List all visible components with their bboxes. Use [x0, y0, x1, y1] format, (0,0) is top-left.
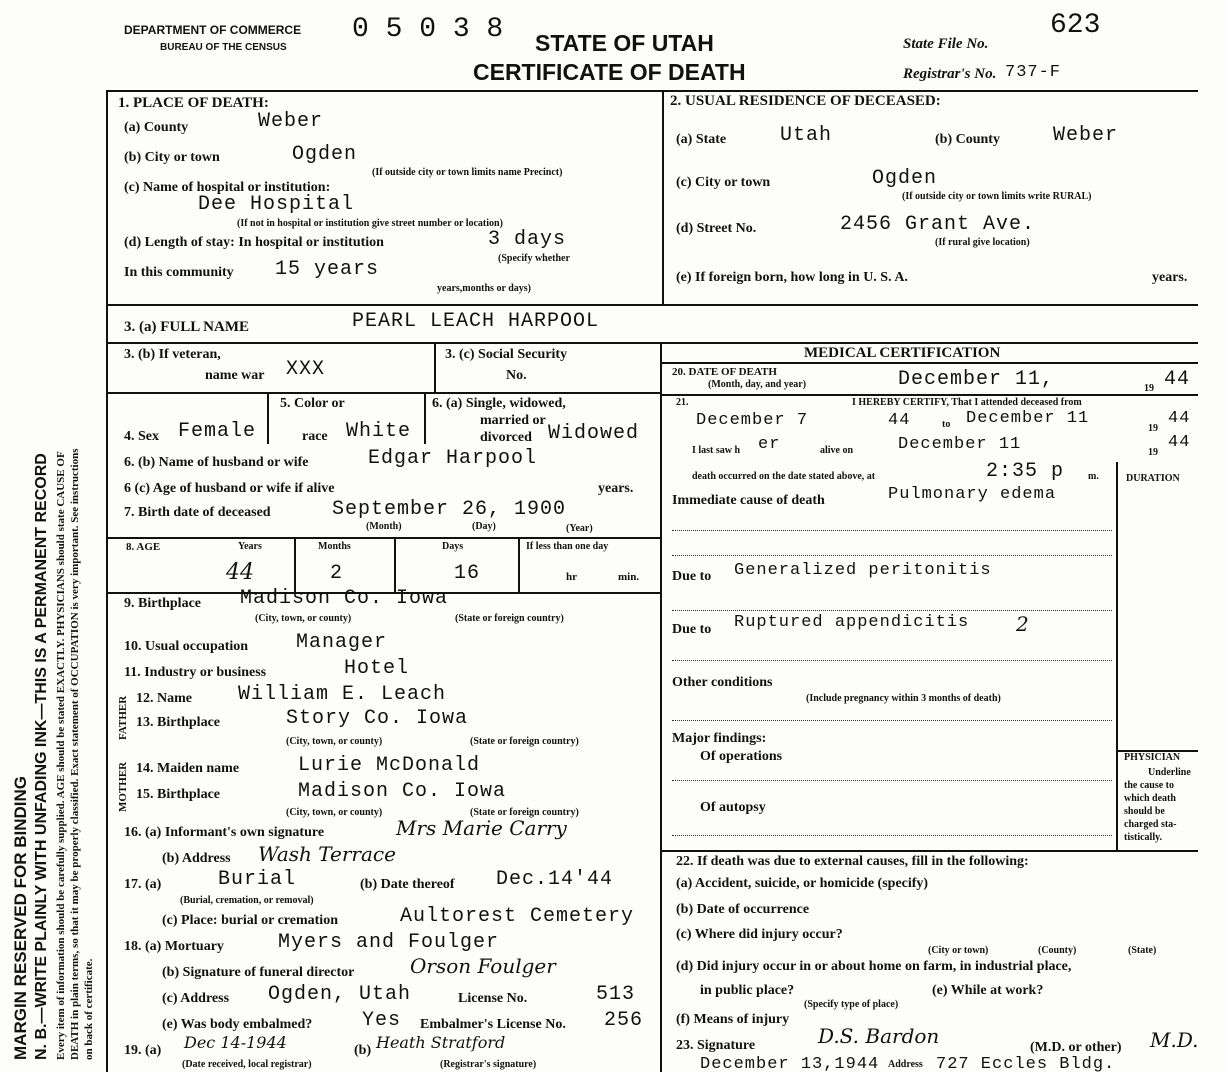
rule	[672, 610, 1112, 611]
hospital-note: (If not in hospital or institution give street number or location)	[237, 218, 503, 229]
burial-date-label: (b) Date thereof	[360, 877, 455, 892]
divider-age-2	[394, 537, 396, 592]
divider-medical-title	[662, 362, 1198, 364]
department: DEPARTMENT OF COMMERCE	[124, 23, 302, 37]
marital-label-3: divorced	[480, 430, 532, 445]
immediate-cause-label: Immediate cause of death	[672, 493, 825, 508]
divider-age-1	[294, 537, 296, 592]
due-to-1: Generalized peritonitis	[734, 561, 992, 580]
occurrence-date-label: (b) Date of occurrence	[676, 902, 810, 917]
divider-date-of-death	[662, 394, 1198, 396]
community-note: years,months or days)	[437, 283, 531, 294]
filed-b-label: (b)	[354, 1043, 372, 1058]
age-days-header: Days	[442, 541, 464, 552]
hospital-label: (c) Name of hospital or institution:	[124, 180, 331, 195]
mother-birthplace-label: 15. Birthplace	[136, 787, 220, 802]
other-conditions-note: (Include pregnancy within 3 months of death)	[806, 693, 1001, 704]
last-saw-label: I last saw h	[692, 445, 741, 456]
duration-header: DURATION	[1126, 473, 1180, 484]
occupation-label: 10. Usual occupation	[124, 639, 249, 654]
husband: Edgar Harpool	[368, 447, 538, 470]
due-to-2-label: Due to	[672, 622, 712, 637]
age-less-day-header: If less than one day	[526, 541, 609, 552]
physician-signature: D.S. Bardon	[818, 1024, 940, 1048]
accident-label: (a) Accident, suicide, or homicide (specify)	[676, 876, 929, 891]
divider-main	[660, 342, 662, 1072]
death-19-b: 19	[1148, 423, 1158, 434]
husband-age-label: 6 (c) Age of husband or wife if alive	[124, 481, 335, 496]
birth-month-note: (Month)	[366, 521, 402, 532]
full-name: PEARL LEACH HARPOOL	[352, 310, 600, 333]
means-of-injury-label: (f) Means of injury	[676, 1012, 790, 1027]
margin-instructions-3: on back of certificate.	[83, 958, 95, 1060]
mortuary-label: 18. (a) Mortuary	[124, 939, 224, 954]
margin-binding: MARGIN RESERVED FOR BINDING	[11, 776, 30, 1060]
father-birthplace: Story Co. Iowa	[286, 707, 469, 730]
physician-note-3: which death	[1124, 793, 1176, 804]
res-city: Ogden	[872, 167, 938, 190]
mother-bp-sub1: (City, town, or county)	[286, 807, 383, 818]
filed-label: 19. (a)	[124, 1043, 162, 1058]
operations-label: Of operations	[700, 749, 783, 764]
birthplace-sub1: (City, town, or county)	[255, 613, 352, 624]
sex: Female	[178, 420, 257, 443]
stay-label: (d) Length of stay: In hospital or institution	[124, 235, 384, 250]
injury-county-note: (County)	[1038, 945, 1077, 956]
state-file-number: 623	[1050, 10, 1101, 41]
race-label: race	[302, 429, 328, 444]
autopsy-label: Of autopsy	[700, 800, 766, 815]
last-saw-value: er	[758, 435, 781, 454]
margin-instructions-1: Every item of information should be carefully supplied. AGE should be stated EXACTLY. PHYSICIANS should state CAUSE OF	[55, 451, 67, 1060]
foreign-born-label: (e) If foreign born, how long in U. S. A.	[676, 270, 908, 285]
attended-to: December 11	[966, 409, 1090, 428]
injury-state-note: (State)	[1128, 945, 1157, 956]
father-name-label: 12. Name	[136, 691, 192, 706]
color-label: 5. Color or	[280, 396, 345, 411]
major-findings-label: Major findings:	[672, 731, 767, 746]
funeral-director-label: (b) Signature of funeral director	[162, 965, 355, 980]
state-title: STATE OF UTAH	[535, 30, 714, 56]
res-state-label: (a) State	[676, 132, 727, 147]
full-name-label: 3. (a) FULL NAME	[124, 319, 249, 335]
res-city-note: (If outside city or town limits write RURAL)	[902, 191, 1092, 202]
margin-ink-note: N. B.—WRITE PLAINLY WITH UNFADING INK—THIS IS A PERMANENT RECORD	[33, 453, 50, 1060]
marital-status: Widowed	[548, 422, 640, 445]
industry: Hotel	[344, 657, 410, 680]
burial: Burial	[218, 868, 297, 891]
husband-label: 6. (b) Name of husband or wife	[124, 455, 309, 470]
physician-note-5: charged sta-	[1124, 819, 1177, 830]
mortuary-address: Ogden, Utah	[268, 983, 412, 1006]
community: 15 years	[275, 258, 380, 281]
registrar-label: Registrar's No.	[903, 66, 997, 82]
external-heading: 22. If death was due to external causes, fill in the following:	[676, 854, 1029, 869]
burial-note: (Burial, cremation, or removal)	[180, 895, 314, 906]
embalmer-license: 256	[604, 1009, 644, 1032]
death-time-label: death occurred on the date stated above, at	[692, 471, 876, 482]
rule	[672, 660, 1112, 661]
social-security-label: 3. (c) Social Security	[445, 347, 568, 362]
registrar-number: 737-F	[1005, 63, 1062, 82]
burial-label: 17. (a)	[124, 877, 162, 892]
rule	[672, 720, 1112, 721]
divider-ss	[434, 342, 436, 392]
rule	[672, 780, 1112, 781]
res-street-label: (d) Street No.	[676, 221, 757, 236]
father-birthplace-label: 13. Birthplace	[136, 715, 220, 730]
public-place-label: in public place?	[700, 983, 795, 998]
other-conditions-label: Other conditions	[672, 675, 773, 690]
margin-instructions-2: DEATH in plain terms, so that it may be properly classified. Exact statement of OCCUPATION is very important. See instructions	[69, 448, 81, 1060]
due-to-2: Ruptured appendicitis	[734, 613, 970, 632]
embalmed-label: (e) Was body embalmed?	[162, 1017, 313, 1032]
age-months-header: Months	[318, 541, 351, 552]
medical-heading: MEDICAL CERTIFICATION	[804, 345, 1001, 361]
filed-date: Dec 14-1944	[184, 1033, 287, 1052]
mother-maiden-label: 14. Maiden name	[136, 761, 240, 776]
physician-header: PHYSICIAN	[1124, 752, 1181, 763]
name-war: XXX	[286, 358, 326, 381]
physician-note-4: should be	[1124, 806, 1165, 817]
frame-left	[106, 90, 108, 1072]
injury-home-label: (d) Did injury occur in or about home on farm, in industrial place,	[676, 959, 1072, 974]
place-of-death-heading: 1. PLACE OF DEATH:	[118, 95, 269, 111]
attended-from: December 7	[696, 411, 809, 430]
divider-sex	[106, 392, 662, 394]
name-war-label: name war	[205, 368, 265, 383]
veteran-label: 3. (b) If veteran,	[124, 347, 221, 362]
age-label: 8. AGE	[126, 541, 161, 553]
certificate-title: CERTIFICATE OF DEATH	[473, 59, 746, 85]
divider-color	[267, 392, 269, 444]
at-work-label: (e) While at work?	[932, 983, 1044, 998]
rule	[672, 555, 1112, 556]
rule	[672, 835, 1112, 836]
informant-address-label: (b) Address	[162, 851, 231, 866]
item-21-label: 21.	[676, 397, 689, 408]
md-signature: M.D.	[1150, 1028, 1199, 1052]
due-to-1-label: Due to	[672, 569, 712, 584]
death-time: 2:35 p	[986, 460, 1065, 483]
sex-label: 4. Sex	[124, 429, 159, 444]
alive-label: alive on	[820, 445, 854, 456]
industry-label: 11. Industry or business	[124, 665, 267, 680]
date-of-death-year: 44	[1164, 368, 1191, 391]
md-label: (M.D. or other)	[1030, 1040, 1122, 1055]
father-bp-sub2: (State or foreign country)	[470, 736, 579, 747]
occupation: Manager	[296, 631, 388, 654]
death-time-m: m.	[1088, 471, 1099, 482]
alive-year: 44	[1168, 433, 1191, 452]
birthplace: Madison Co. Iowa	[240, 587, 449, 610]
marital-label-2: married or	[480, 413, 546, 428]
death-19-c: 19	[1148, 447, 1158, 458]
birth-year-note: (Year)	[566, 523, 593, 534]
divider-age-top	[106, 537, 662, 539]
divider-marital	[424, 392, 426, 444]
res-county-label: (b) County	[935, 132, 1000, 147]
divider-age-3	[518, 537, 520, 592]
divider-duration	[1116, 462, 1118, 850]
res-city-label: (c) City or town	[676, 175, 771, 190]
father-bp-sub1: (City, town, or county)	[286, 736, 383, 747]
divider-veteran	[106, 342, 1198, 344]
signature-23-label: 23. Signature	[676, 1038, 756, 1053]
hospital: Dee Hospital	[198, 193, 355, 216]
attended-from-year: 44	[888, 411, 911, 430]
divider-name	[106, 304, 1198, 306]
mother-birthplace: Madison Co. Iowa	[298, 780, 507, 803]
death-county-label: (a) County	[124, 120, 189, 135]
alive-date: December 11	[898, 435, 1022, 454]
death-city: Ogden	[292, 143, 358, 166]
registrar-sig-note: (Registrar's signature)	[440, 1059, 537, 1070]
state-file-label: State File No.	[903, 36, 989, 52]
mother-maiden-name: Lurie McDonald	[298, 754, 481, 777]
burial-place-label: (c) Place: burial or cremation	[162, 913, 338, 928]
death-county: Weber	[258, 110, 324, 133]
attended-to-label: to	[942, 419, 951, 430]
birth-day-note: (Day)	[472, 521, 496, 532]
physician-note-2: the cause to	[1124, 780, 1174, 791]
mortuary-address-label: (c) Address	[162, 991, 230, 1006]
frame-top	[106, 90, 1198, 92]
embalmed: Yes	[362, 1009, 402, 1032]
birth-date-label: 7. Birth date of deceased	[124, 505, 271, 520]
embalmer-license-label: Embalmer's License No.	[420, 1017, 566, 1032]
father-side-label: FATHER	[117, 695, 129, 740]
social-security-no-label: No.	[506, 368, 527, 383]
injury-place-label: (c) Where did injury occur?	[676, 927, 843, 942]
date-of-death-label: 20. DATE OF DEATH	[672, 366, 777, 378]
father-name: William E. Leach	[238, 683, 447, 706]
filed-note: (Date received, local registrar)	[182, 1059, 312, 1070]
death-city-note: (If outside city or town limits name Precinct)	[372, 167, 563, 178]
due-to-2-duration: 2	[1016, 612, 1029, 636]
res-street: 2456 Grant Ave.	[840, 213, 1036, 236]
mother-side-label: MOTHER	[117, 761, 129, 812]
res-state: Utah	[780, 124, 833, 147]
age-months: 2	[330, 562, 344, 585]
mortuary: Myers and Foulger	[278, 931, 500, 954]
attended-to-year: 44	[1168, 409, 1191, 428]
race: White	[346, 420, 412, 443]
signature-address-label: Address	[888, 1059, 923, 1070]
age-min: min.	[618, 571, 640, 583]
injury-city-note: (City or town)	[928, 945, 989, 956]
death-19-a: 19	[1144, 383, 1154, 394]
immediate-cause: Pulmonary edema	[888, 485, 1057, 504]
birthplace-sub2: (State or foreign country)	[455, 613, 564, 624]
birth-date: September 26, 1900	[332, 498, 567, 521]
stay: 3 days	[488, 228, 567, 251]
age-years: 44	[226, 560, 254, 585]
mother-bp-sub2: (State or foreign country)	[470, 807, 579, 818]
age-hr: hr	[566, 571, 577, 583]
informant-signature: Mrs Marie Carry	[396, 816, 567, 840]
date-of-death-note: (Month, day, and year)	[708, 379, 807, 390]
husband-age-years: years.	[598, 481, 634, 496]
signature-date: December 13,1944	[700, 1055, 880, 1072]
community-label: In this community	[124, 265, 234, 280]
license-no: 513	[596, 983, 636, 1006]
place-type-note: (Specify type of place)	[804, 999, 899, 1010]
birthplace-label: 9. Birthplace	[124, 596, 201, 611]
age-days: 16	[454, 562, 481, 585]
certify-text: I HEREBY CERTIFY, That I attended deceased from	[852, 397, 1082, 408]
physician-note-1: Underline	[1148, 767, 1191, 778]
date-of-death: December 11,	[898, 368, 1055, 391]
age-years-header: Years	[238, 541, 262, 552]
serial-stamp: 0 5 0 3 8	[352, 14, 504, 45]
res-county: Weber	[1053, 124, 1119, 147]
physician-note-6: tistically.	[1124, 832, 1163, 843]
signature-address: 727 Eccles Bldg.	[936, 1055, 1116, 1072]
registrar-signature: Heath Stratford	[376, 1033, 506, 1052]
marital-label-1: 6. (a) Single, widowed,	[432, 396, 566, 411]
res-street-note: (If rural give location)	[935, 237, 1030, 248]
divider-top	[662, 90, 664, 304]
bureau: BUREAU OF THE CENSUS	[160, 42, 287, 53]
informant-label: 16. (a) Informant's own signature	[124, 825, 325, 840]
funeral-director-signature: Orson Foulger	[410, 954, 556, 978]
foreign-years-label: years.	[1152, 270, 1188, 285]
burial-date: Dec.14'44	[496, 868, 614, 891]
residence-heading: 2. USUAL RESIDENCE OF DECEASED:	[670, 93, 941, 109]
license-label: License No.	[458, 991, 528, 1006]
informant-address: Wash Terrace	[258, 842, 396, 866]
divider-external	[662, 850, 1198, 852]
burial-place: Aultorest Cemetery	[400, 905, 635, 928]
death-city-label: (b) City or town	[124, 150, 220, 165]
stay-note: (Specify whether	[498, 253, 570, 264]
rule	[672, 530, 1112, 531]
